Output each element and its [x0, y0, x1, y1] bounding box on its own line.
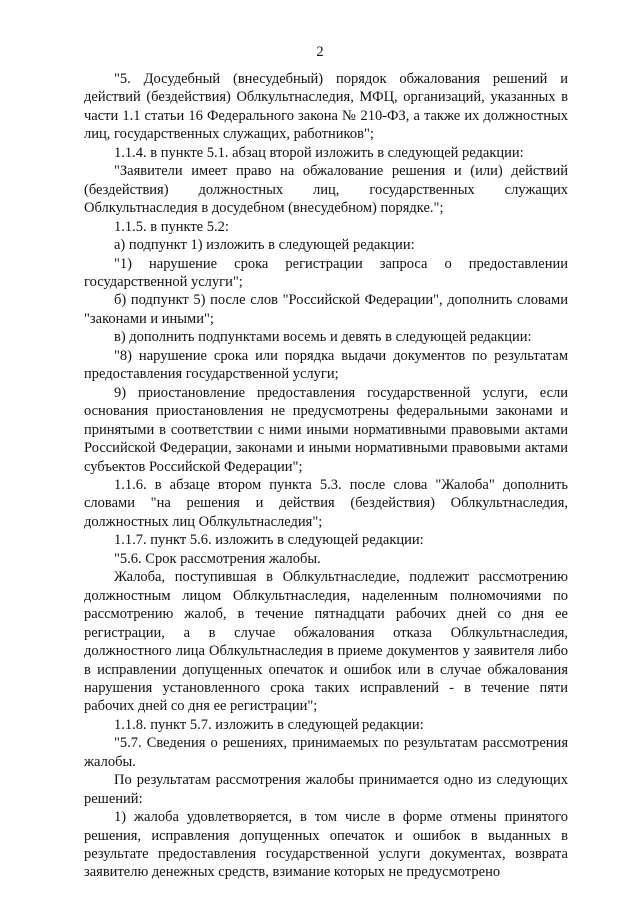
paragraph-applicant-right: "Заявители имеет право на обжалование решения и (или) действий (бездействия) должностных лиц, государственных служащих Облкультнаследия в досудебном (внесудебном) порядке."; — [84, 163, 568, 217]
paragraph-subitem-a: а) подпункт 1) изложить в следующей редакции: — [114, 237, 415, 254]
paragraph-subitem-1-text: "1) нарушение срока регистрации запроса о предоставлении государственной услуги"; — [84, 255, 568, 290]
paragraph-complaint-term: Жалоба, поступившая в Облкультнаследие, подлежит рассмотрению должностным лицом Облкультнаследия, наделенным полномочиями по рассмотрению жалоб, в течение пятнадцати рабочих дней со дня ее регистрации, а в случае обжалования отказа Облкультнаследия, должностного лица Облкультнаследия в приеме документов у заявителя либо в исправлении допущенных опечаток и ошибок или в случае обжалования нарушения установленного срока таких исправлений - в течение пяти рабочих дней со дня ее регистрации"; — [84, 569, 568, 715]
paragraph-decision-1: 1) жалоба удовлетворяется, в том числе в форме отмены принятого решения, исправления допущенных опечаток и ошибок в выданных в результате предоставления государственной услуги документах, возврата заявителю денежных средств, взимание которых не предусмотрено — [84, 809, 568, 881]
paragraph-1-1-5: 1.1.5. в пункте 5.2: — [114, 218, 229, 235]
paragraph-subitem-8: "8) нарушение срока или порядка выдачи документов по результатам предоставления государственной услуги; — [84, 347, 568, 383]
paragraph-section-5-title: "5. Досудебный (внесудебный) порядок обжалования решений и действий (бездействия) Облкультнаследия, МФЦ, организаций, указанных в части 1.1 статьи 16 Федерального закона № 210-ФЗ, а также их должностных лиц, государственных служащих, работников"; — [84, 71, 568, 143]
paragraph-1-1-7: 1.1.7. пункт 5.6. изложить в следующей редакции: — [114, 532, 424, 549]
paragraph-subitem-b: б) подпункт 5) после слов "Российской Федерации", дополнить словами "законами и иными"; — [84, 292, 568, 327]
paragraph-1-1-6: 1.1.6. в абзаце втором пункта 5.3. после слова "Жалоба" дополнить словами "на решения и действия (бездействия) Облкультнаследия, должностных лиц Облкультнаследия"; — [84, 476, 568, 530]
paragraph-subitem-9: 9) приостановление предоставления государственной услуги, если основания приостановления не предусмотрены федеральными законами и принятыми в соответствии с ними иными нормативными правовыми актами Российской Федерации, законами и иными нормативными правовыми актами субъектов Российской Федерации"; — [84, 384, 568, 475]
paragraph-1-1-4: 1.1.4. в пункте 5.1. абзац второй изложить в следующей редакции: — [114, 144, 524, 161]
page-number: 2 — [316, 44, 324, 60]
paragraph-decision-intro: По результатам рассмотрения жалобы принимается одно из следующих решений: — [84, 772, 568, 807]
paragraph-1-1-8: 1.1.8. пункт 5.7. изложить в следующей редакции: — [114, 716, 424, 733]
paragraph-subitem-v: в) дополнить подпунктами восемь и девять в следующей редакции: — [114, 329, 532, 346]
document-body — [84, 70, 568, 882]
paragraph-5-6-title: "5.6. Срок рассмотрения жалобы. — [114, 550, 321, 567]
paragraph-5-7-title: "5.7. Сведения о решениях, принимаемых по результатам рассмотрения жалобы. — [84, 735, 568, 770]
